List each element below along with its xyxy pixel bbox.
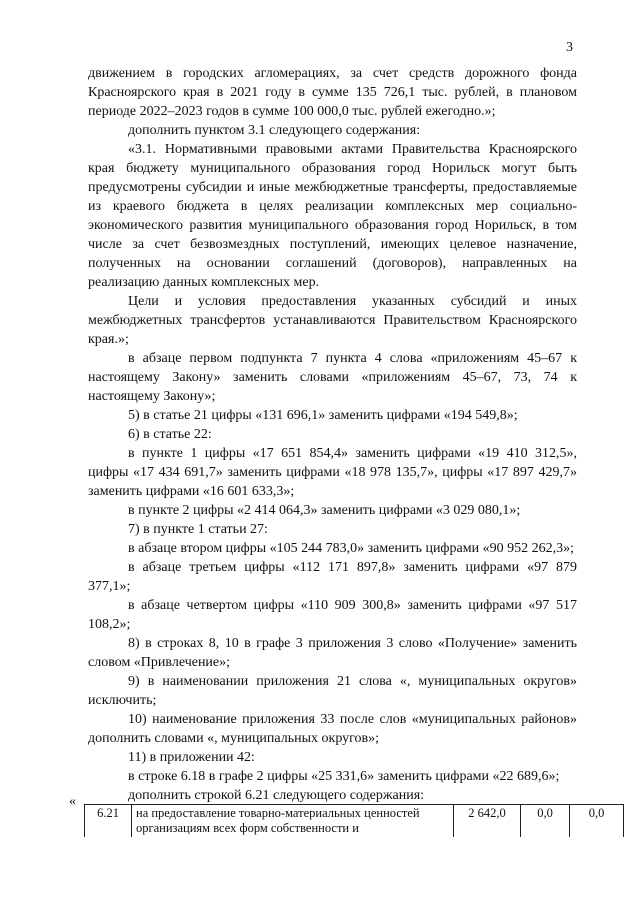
paragraph: в пункте 1 цифры «17 651 854,4» заменить цифрами «19 410 312,5», цифры «17 434 691,7» заменить цифрами «18 978 135,7», цифры «17 897 429,7» заменить цифрами «16 601 633,3»; [88,446,577,499]
paragraph: в абзаце первом подпункта 7 пункта 4 слова «приложениям 45–67 к настоящему Закону» заменить словами «приложениям 45–67, 73, 74 к настоящему Закону»; [88,351,577,404]
paragraph: 5) в статье 21 цифры «131 696,1» заменить цифрами «194 549,8»; [128,408,518,423]
paragraph: 7) в пункте 1 статьи 27: [128,522,268,537]
paragraph: в строке 6.18 в графе 2 цифры «25 331,6» заменить цифрами «22 689,6»; [128,769,560,784]
document-body [88,64,577,805]
value-cell-3: 0,0 [570,805,624,838]
paragraph: 8) в строках 8, 10 в графе 3 приложения 3 слово «Получение» заменить словом «Привлечение»; [88,636,577,670]
value-cell-2: 0,0 [521,805,570,838]
paragraph: в абзаце четвертом цифры «110 909 300,8» заменить цифрами «97 517 108,2»; [88,598,577,632]
description-cell: на предоставление товарно-материальных ценностей организациям всех форм собственности и [132,805,454,838]
appendix-table [84,804,624,837]
page-number: 3 [566,40,573,55]
paragraph: 9) в наименовании приложения 21 слова «, муниципальных округов» исключить; [88,674,577,708]
table-row [85,805,624,838]
paragraph: «3.1. Нормативными правовыми актами Правительства Красноярского края бюджету муниципального образования город Норильск могут быть предусмотрены субсидии и иные межбюджетные трансферты, предоставляемые из краевого бюджета в целях реализации комплексных мер социально-экономического развития муниципального образования город Норильск, в том числе за счет безвозмездных поступлений, имеющих целевое назначение, полученных на основании соглашений (договоров), направленных на реализацию данных комплексных мер. [88,142,577,290]
paragraph: дополнить пунктом 3.1 следующего содержания: [128,123,421,138]
opening-quote-mark: « [69,794,76,809]
paragraph: дополнить строкой 6.21 следующего содержания: [128,788,425,803]
paragraph: 6) в статье 22: [128,427,212,442]
paragraph: в пункте 2 цифры «2 414 064,3» заменить цифрами «3 029 080,1»; [128,503,521,518]
paragraph: движением в городских агломерациях, за счет средств дорожного фонда Красноярского края в 2021 году в сумме 135 726,1 тыс. рублей, в плановом периоде 2022–2023 годов в сумме 100 000,0 тыс. рублей ежегодно.»; [88,66,577,119]
paragraph: 10) наименование приложения 33 после слов «муниципальных районов» дополнить словами «, муниципальных округов»; [88,712,577,746]
row-number-cell: 6.21 [85,805,132,838]
paragraph: Цели и условия предоставления указанных субсидий и иных межбюджетных трансфертов устанавливаются Правительством Красноярского края.»; [88,294,577,347]
paragraph: 11) в приложении 42: [128,750,255,765]
paragraph: в абзаце втором цифры «105 244 783,0» заменить цифрами «90 952 262,3»; [128,541,574,556]
paragraph: в абзаце третьем цифры «112 171 897,8» заменить цифрами «97 879 377,1»; [88,560,577,594]
value-cell-1: 2 642,0 [454,805,521,838]
